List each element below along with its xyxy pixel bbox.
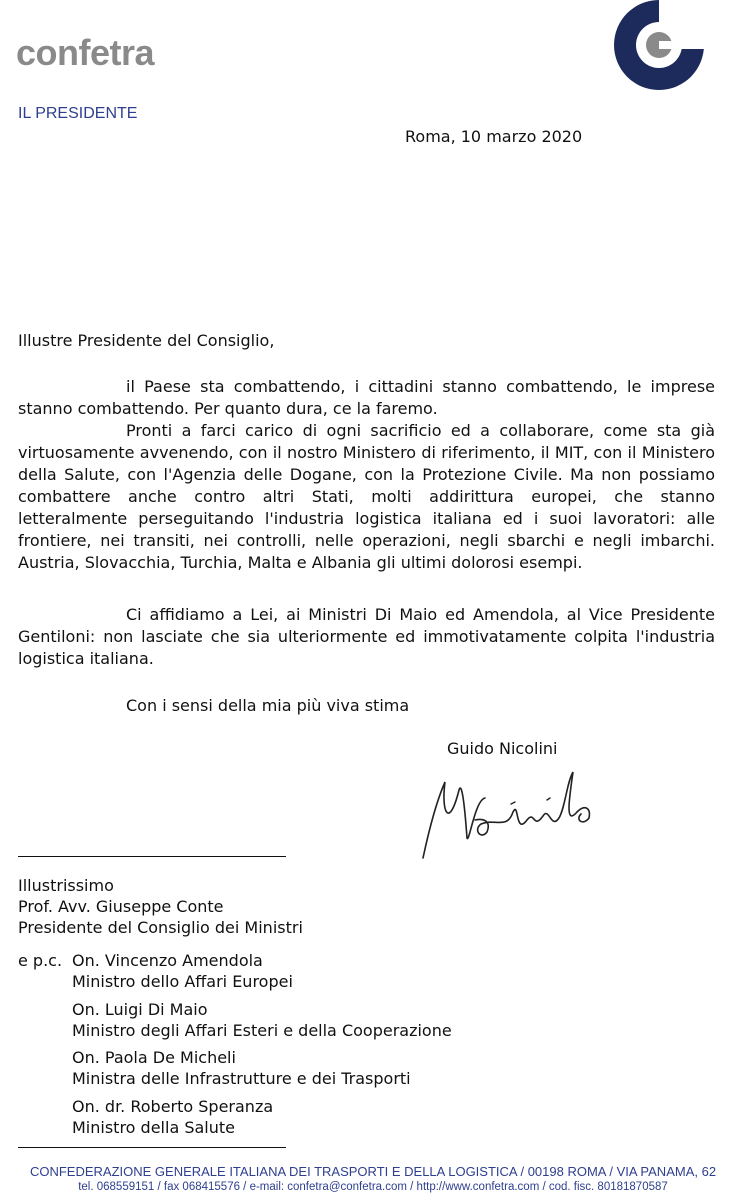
cc-label: e p.c. (18, 951, 63, 970)
closing: Con i sensi della mia più viva stima (126, 696, 410, 715)
paragraph-3: Ci affidiamo a Lei, ai Ministri Di Maio ed Amendola, al Vice Presidente Gentiloni: non lasciate che sia ulteriormente ed immotivatamente colpita l'industria logistica italiana. (18, 605, 715, 668)
addressee-line-2: Prof. Avv. Giuseppe Conte (18, 897, 224, 916)
addressee-line-1: Illustrissimo (18, 876, 114, 895)
footer-contacts: tel. 068559151 / fax 068415576 / e-mail: confetra@confetra.com / http://www.confetra.com / cod. fisc. 80181870587 (78, 1181, 668, 1193)
cc-role-3: Ministra delle Infrastrutture e dei Trasporti (72, 1069, 411, 1088)
cc-name-3: On. Paola De Micheli (72, 1048, 236, 1067)
cc-role-4: Ministro della Salute (72, 1118, 235, 1137)
signer-name: Guido Nicolini (447, 739, 558, 758)
divider-bottom (18, 1147, 286, 1148)
cc-role-1: Ministro dello Affari Europei (72, 972, 293, 991)
handwritten-signature (415, 760, 605, 865)
salutation: Illustre Presidente del Consiglio, (18, 331, 275, 350)
paragraph-1: il Paese sta combattendo, i cittadini stanno combattendo, le imprese stanno combattendo. Per quanto dura, ce la faremo. (18, 377, 715, 418)
logo-wordmark: confetra (16, 32, 155, 73)
paragraph-2: Pronti a farci carico di ogni sacrificio ed a collaborare, come sta già virtuosamente avvenendo, con il nostro Ministero di riferimento, il MIT, con il Ministero della Salute, con l'Agenzia delle Dogane, con la Protezione Civile. Ma non possiamo combattere anche contro altri Stati, molti addirittura europei, che stanno letteralmente perseguitando l'industria logistica italiana ed i suoi lavoratori: alle frontiere, nei transiti, nei controlli, nelle operazioni, negli sbarchi e negli imbarchi. Austria, Slovacchia, Turchia, Malta e Albania gli ultimi dolorosi esempi. (18, 421, 715, 572)
cc-name-1: On. Vincenzo Amendola (72, 951, 263, 970)
footer-address: CONFEDERAZIONE GENERALE ITALIANA DEI TRASPORTI E DELLA LOGISTICA / 00198 ROMA / VIA PANAMA, 62 (29, 1164, 717, 1179)
divider-top (18, 856, 286, 857)
sender-role: IL PRESIDENTE (18, 105, 138, 122)
cc-name-4: On. dr. Roberto Speranza (72, 1097, 274, 1116)
cc-role-2: Ministro degli Affari Esteri e della Cooperazione (72, 1021, 452, 1040)
letter-date: Roma, 10 marzo 2020 (405, 127, 583, 146)
addressee-line-3: Presidente del Consiglio dei Ministri (18, 918, 303, 937)
confetra-logo-icon (612, 0, 706, 90)
cc-name-2: On. Luigi Di Maio (72, 1000, 208, 1019)
